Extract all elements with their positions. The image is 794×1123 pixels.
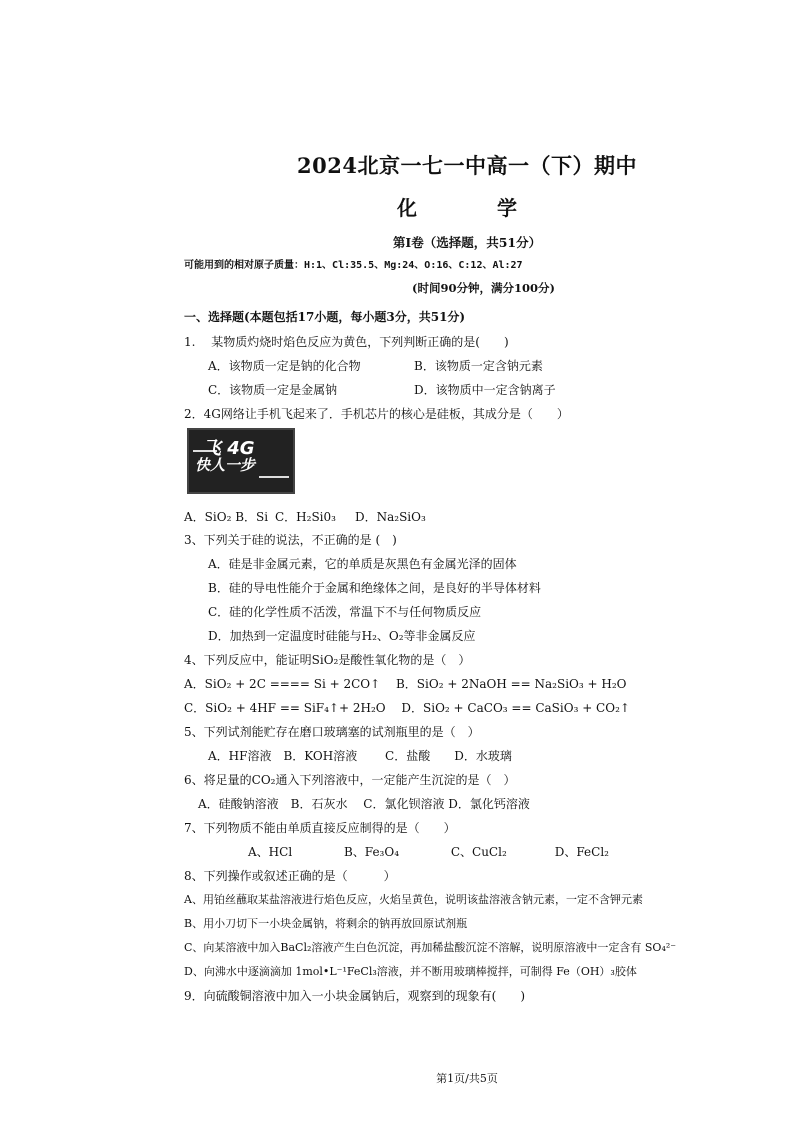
q3-stem: 3、下列关于硅的说法，不正确的是 ( ) [184,533,397,547]
q2-stem: 2．4G网络让手机飞起来了．手机芯片的核心是硅板，其成分是（ ） [184,407,569,421]
subject-title: 化 学 [397,196,547,220]
image-text-slogan: 快人一步 [195,456,256,474]
q8-option-d: D、向沸水中逐滴滴加 1mol•L⁻¹FeCl₃溶液，并不断用玻璃棒搅拌，可制得 Fe（OH）₃胶体 [184,965,637,978]
q3-option-a: A．硅是非金属元素，它的单质是灰黑色有金属光泽的固体 [208,557,517,571]
q1-option-b: B．该物质一定含钠元素 [414,359,543,373]
q8-stem: 8、下列操作或叙述正确的是（ ） [184,869,396,883]
q7-stem: 7、下列物质不能由单质直接反应制得的是（ ） [184,821,456,835]
section-title: 一、选择题(本题包括17小题，每小题3分，共51分) [184,310,466,324]
q3-option-d: D．加热到一定温度时硅能与H₂、O₂等非金属反应 [208,629,476,643]
q1-option-d: D．该物质中一定含钠离子 [414,383,556,397]
image-text-4g: 飞 4G [203,438,255,459]
q3-option-b: B．硅的导电性能介于金属和绝缘体之间，是良好的半导体材料 [208,581,541,595]
speed-streak [259,476,289,478]
q5-options: A．HF溶液 B．KOH溶液 C．盐酸 D．水玻璃 [208,749,512,763]
q1-option-c: C．该物质一定是金属钠 [208,383,338,397]
time-info: (时间90分钟，满分100分) [412,281,555,295]
4g-phone-image [187,428,295,494]
q6-options: A．硅酸钠溶液 B．石灰水 C．氯化钡溶液 D．氯化钙溶液 [198,797,530,811]
q8-option-a: A、用铂丝蘸取某盐溶液进行焰色反应，火焰呈黄色，说明该盐溶液含钠元素，一定不含钾元素 [184,893,643,906]
q2-option-d: D．Na₂SiO₃ [355,510,426,524]
q8-option-c: C、向某溶液中加入BaCl₂溶液产生白色沉淀，再加稀盐酸沉淀不溶解，说明原溶液中一定含有 SO₄²⁻ [184,941,677,954]
q8-option-b: B、用小刀切下一小块金属钠，将剩余的钠再放回原试剂瓶 [184,917,468,930]
q1-stem: 1. 某物质灼烧时焰色反应为黄色，下列判断正确的是( ) [184,335,509,349]
q4-options-ab: A．SiO₂ + 2C ==== Si + 2CO↑ B．SiO₂ + 2NaOH == Na₂SiO₃ + H₂O [184,677,627,691]
q5-stem: 5、下列试剂能贮存在磨口玻璃塞的试剂瓶里的是（ ） [184,725,480,739]
volume-title: 第Ⅰ卷（选择题，共51分） [392,235,542,250]
q3-option-c: C．硅的化学性质不活泼，常温下不与任何物质反应 [208,605,482,619]
exam-title: 2024北京一七一中高一（下）期中 [297,153,637,178]
q9-stem: 9．向硫酸铜溶液中加入一小块金属钠后，观察到的现象有( ) [184,989,526,1003]
page-number: 第1页/共5页 [436,1072,498,1085]
q6-stem: 6、将足量的CO₂通入下列溶液中，一定能产生沉淀的是（ ） [184,773,516,787]
q7-options: A、HCl B、Fe₃O₄ C、CuCl₂ D、FeCl₂ [248,845,609,859]
q4-stem: 4、下列反应中，能证明SiO₂是酸性氧化物的是（ ） [184,653,471,667]
q2-option-c: C．H₂Si0₃ [275,510,336,524]
q1-option-a: A．该物质一定是钠的化合物 [208,359,361,373]
q2-option-ab: A．SiO₂ B．Si [184,510,269,524]
atomic-masses: 可能用到的相对原子质量：H:1、Cl:35.5、Mg:24、O:16、C:12、Al:27 [184,260,523,271]
q4-options-cd: C．SiO₂ + 4HF == SiF₄↑+ 2H₂O D．SiO₂ + CaCO₃ == CaSiO₃ + CO₂↑ [184,701,630,715]
